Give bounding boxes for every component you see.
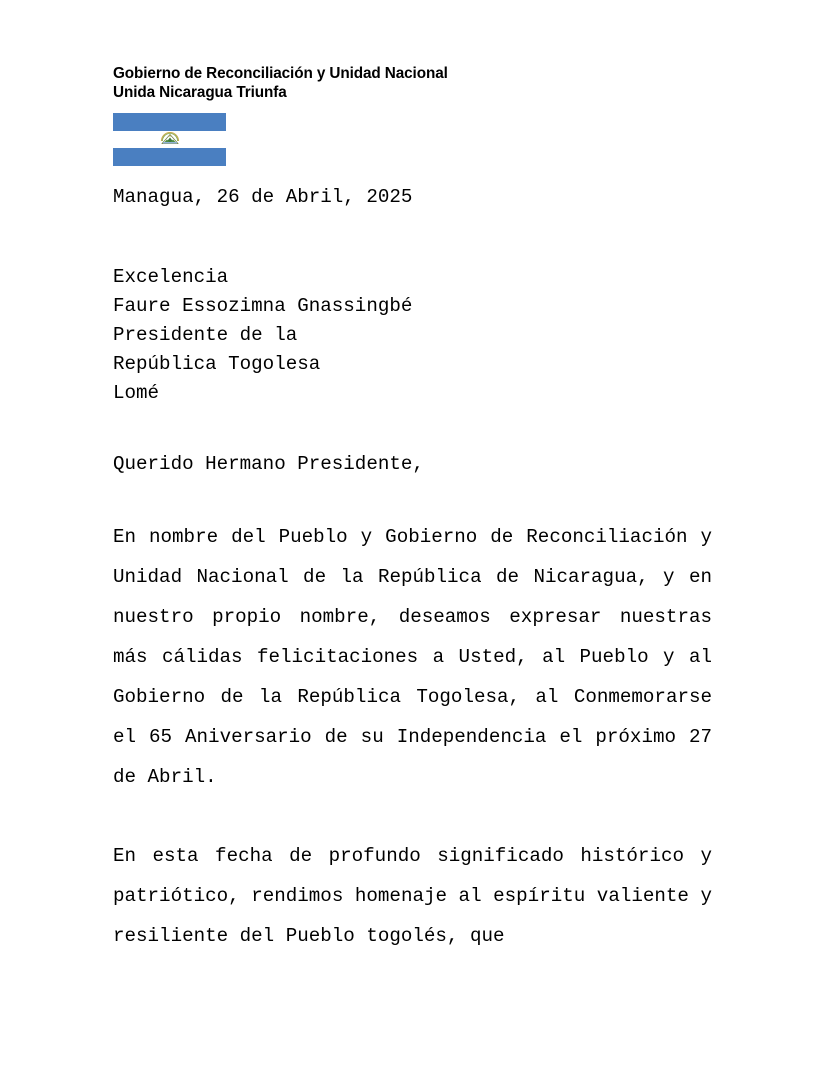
flag-band-middle (113, 131, 226, 149)
salutation: Querido Hermano Presidente, (113, 453, 424, 475)
addressee-line-title: Presidente de la (113, 324, 298, 346)
letter-body (113, 183, 712, 956)
body-paragraph-1: En nombre del Pueblo y Gobierno de Reconciliación y Unidad Nacional de la República de Nicaragua, y en nuestro propio nombre, deseamos expresar nuestras más cálidas felicitaciones a Usted, al Pueblo y al Gobierno de la República Togolesa, al Conmemorarse el 65 Aniversario de su Independencia el próximo 27 de Abril. (113, 526, 712, 788)
addressee-line-country: República Togolesa (113, 353, 321, 375)
flag-band-bottom (113, 148, 226, 166)
flag-band-top (113, 113, 226, 131)
nicaragua-flag-icon (113, 113, 226, 166)
letterhead-title-line-1: Gobierno de Reconciliación y Unidad Nacional (113, 65, 448, 82)
addressee-line-name: Faure Essozimna Gnassingbé (113, 295, 413, 317)
body-paragraph-2: En esta fecha de profundo significado histórico y patriótico, rendimos homenaje al espíritu valiente y resiliente del Pueblo togolés, que (113, 845, 712, 947)
nicaragua-coat-of-arms-icon (157, 131, 183, 147)
addressee-line-honorific: Excelencia (113, 266, 229, 288)
date-line: Managua, 26 de Abril, 2025 (113, 186, 413, 208)
letterhead-title-line-2: Unida Nicaragua Triunfa (113, 84, 287, 101)
letterhead (113, 64, 733, 102)
addressee-block (113, 211, 712, 408)
addressee-line-city: Lomé (113, 382, 160, 404)
